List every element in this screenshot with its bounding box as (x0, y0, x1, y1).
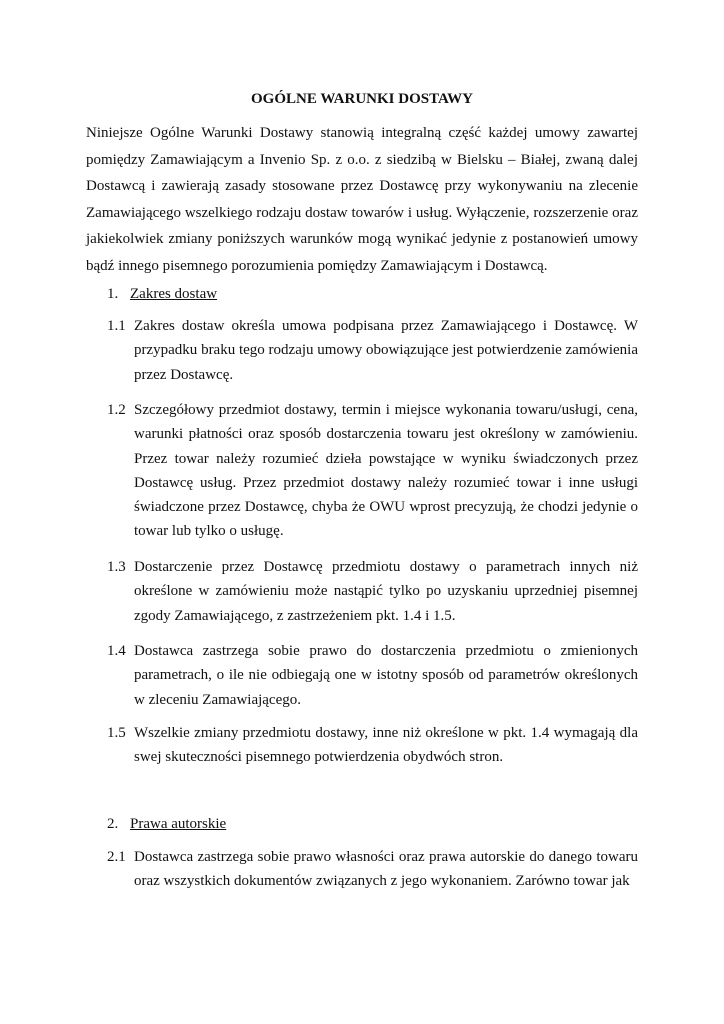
clause-number: 1.5 (107, 725, 126, 741)
section-heading-2 (107, 814, 226, 834)
clause-text: Zakres dostaw określa umowa podpisana przez Zamawiającego i Dostawcę. W przypadku braku tego rodzaju umowy obowiązujące jest potwierdzenie zamówienia przez Dostawcę. (134, 318, 638, 383)
clause-number: 1.1 (107, 318, 126, 334)
clause-number: 1.4 (107, 643, 126, 659)
clause-2-1 (107, 845, 638, 894)
clause-text: Dostawca zastrzega sobie prawo do dostarczenia przedmiotu o zmienionych parametrach, o ile nie odbiegają one w istotny sposób od parametrów określonych w zleceniu Zamawiającego. (134, 643, 638, 708)
section-title: Prawa autorskie (130, 816, 227, 832)
clause-1-1 (107, 314, 638, 387)
clause-number: 1.2 (107, 402, 126, 418)
section-title: Zakres dostaw (130, 286, 218, 302)
clause-text: Wszelkie zmiany przedmiotu dostawy, inne niż określone w pkt. 1.4 wymagają dla swej skuteczności pisemnego potwierdzenia obydwóch stron. (134, 725, 638, 766)
clause-text: Dostawca zastrzega sobie prawo własności oraz prawa autorskie do danego towaru oraz wszystkich dokumentów związanych z jego wykonaniem. Zarówno towar jak (134, 849, 638, 890)
clause-text: Szczegółowy przedmiot dostawy, termin i miejsce wykonania towaru/usługi, cena, warunki płatności oraz sposób dostarczenia towaru jest określony w zamówieniu. Przez towar należy rozumieć dzieła powstające w wyniku świadczonych przez Dostawcę usług. Przez przedmiot dostawy należy rozumieć towar i inne usługi świadczone przez Dostawcę, chyba że OWU wprost precyzują, że chodzi jedynie o towar lub tylko o usługę. (134, 402, 638, 540)
section-heading-1 (107, 284, 217, 304)
clause-1-5 (107, 721, 638, 770)
section-number: 2. (107, 816, 119, 832)
clause-text: Dostarczenie przez Dostawcę przedmiotu dostawy o parametrach innych niż określone w zamówieniu może nastąpić tylko po uzyskaniu uprzedniej pisemnej zgody Zamawiającego, z zastrzeżeniem pkt. 1.4 i 1.5. (134, 559, 638, 624)
clause-number: 2.1 (107, 849, 126, 865)
document-title: OGÓLNE WARUNKI DOSTAWY (251, 91, 473, 107)
clause-1-3 (107, 555, 638, 628)
section-number: 1. (107, 286, 119, 302)
clause-number: 1.3 (107, 559, 126, 575)
clause-1-4 (107, 639, 638, 712)
clause-1-2 (107, 398, 638, 544)
intro-paragraph: Niniejsze Ogólne Warunki Dostawy stanowią integralną część każdej umowy zawartej pomiędzy Zamawiającym a Invenio Sp. z o.o. z siedzibą w Bielsku – Białej, zwaną dalej Dostawcą i zawierają zasady stosowane przez Dostawcę przy wykonywaniu na zlecenie Zamawiającego wszelkiego rodzaju dostaw towarów i usług. Wyłączenie, rozszerzenie oraz jakiekolwiek zmiany poniższych warunków mogą wynikać jedynie z postanowień umowy bądź innego pisemnego porozumienia pomiędzy Zamawiającym i Dostawcą. (86, 125, 638, 274)
